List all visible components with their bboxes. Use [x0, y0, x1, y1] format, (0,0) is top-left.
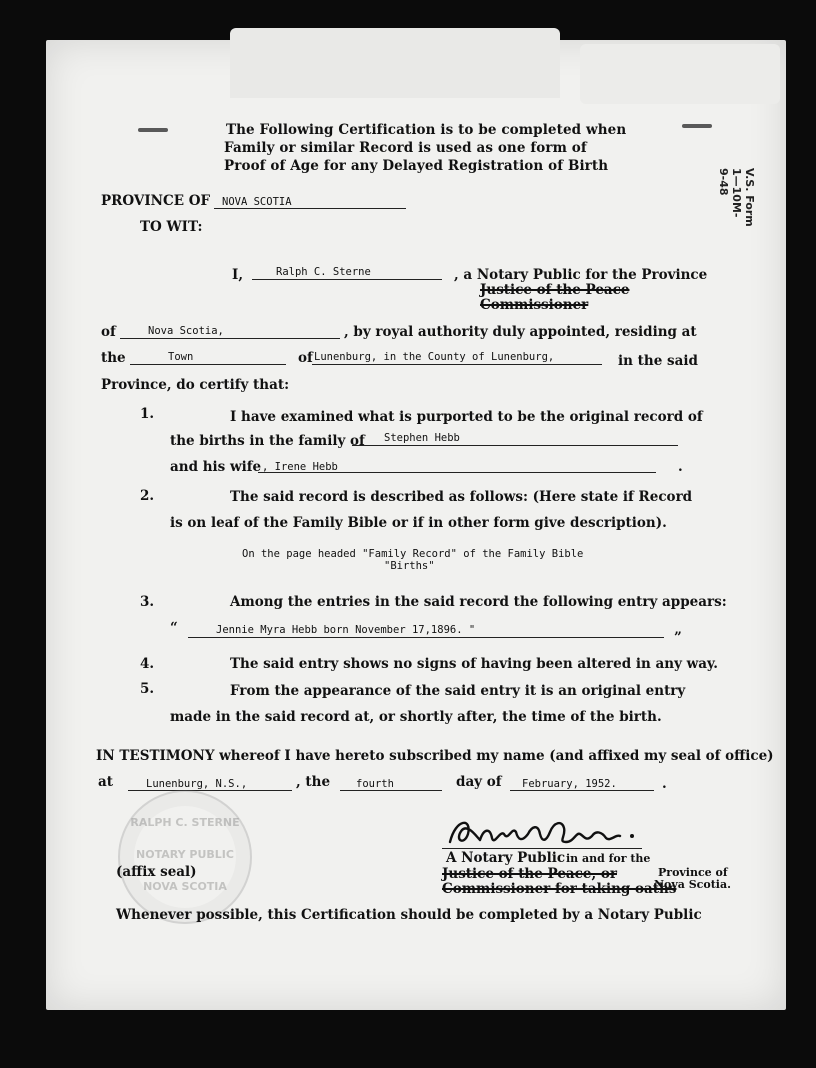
testimony-lead: IN TESTIMONY: [96, 748, 215, 764]
testimony-rest: whereof I have hereto subscribed my name (and affixed my seal of office): [214, 748, 774, 764]
mother-period: .: [678, 459, 683, 475]
entry-close-quote: ”: [674, 630, 682, 646]
declarant-i-label: I,: [232, 267, 244, 283]
of-value: Nova Scotia,: [148, 325, 224, 337]
header-line-1: The Following Certification is to be completed when: [226, 122, 627, 138]
certification-header: [224, 121, 626, 175]
affix-seal-label: (affix seal): [116, 864, 197, 880]
father-underline: [352, 445, 678, 446]
testimony-month-year: February, 1952.: [522, 778, 617, 790]
paper-fold-right: [580, 44, 780, 104]
item-4-number: 4.: [140, 656, 155, 672]
place-value: Lunenburg, in the County of Lunenburg,: [314, 351, 555, 363]
testimony-day-underline: [340, 790, 442, 791]
province-value: NOVA SCOTIA: [222, 196, 292, 208]
form-number-label: V.S. Form 1—10M-9-48: [717, 168, 756, 227]
header-line-3: Proof of Age for any Delayed Registration of Birth: [224, 158, 609, 174]
struck-justice-of-peace: Justice of the Peace: [480, 282, 630, 298]
mother-name: , Irene Hebb: [262, 461, 338, 473]
item-3-number: 3.: [140, 594, 155, 610]
the-label: the: [101, 350, 126, 366]
paper-fold-top: [230, 28, 560, 98]
province-label: PROVINCE OF: [101, 193, 211, 209]
declarant-role: , a Notary Public for the Province: [454, 267, 708, 283]
the-day-label: , the: [296, 774, 331, 790]
notary-seal-embossing: [118, 790, 252, 924]
item-1-text-a: I have examined what is purported to be the original record of: [230, 409, 703, 425]
town-underline: [130, 364, 286, 365]
testimony-month-year-underline: [510, 790, 654, 791]
seal-role: NOTARY PUBLIC: [136, 848, 234, 861]
item-5-text-b: made in the said record at, or shortly after, the time of the birth.: [170, 709, 662, 725]
struck-commissioner-label: Commissioner for taking oaths: [442, 881, 677, 897]
day-of-label: day of: [456, 774, 502, 790]
testimony-place-underline: [128, 790, 292, 791]
struck-justice-label: Justice of the Peace, or: [442, 866, 617, 882]
footer-instruction: Whenever possible, this Certification should be completed by a Notary Public: [116, 907, 702, 923]
record-description-2: "Births": [384, 560, 435, 572]
in-the-said-text: in the said: [618, 353, 698, 369]
header-line-2: Family or similar Record is used as one form of: [224, 140, 587, 156]
seal-name: RALPH C. STERNE: [130, 816, 240, 829]
testimony-place: Lunenburg, N.S.,: [146, 778, 248, 790]
of-label: of: [101, 324, 116, 340]
entry-open-quote: “: [170, 620, 178, 636]
item-3-text: Among the entries in the said record the following entry appears:: [230, 594, 727, 610]
seal-place: NOVA SCOTIA: [143, 880, 227, 893]
item-1-number: 1.: [140, 406, 155, 422]
item-2-text-a: The said record is described as follows: (Here state if Record: [230, 489, 693, 505]
item-2-text-b: is on leaf of the Family Bible or if in other form give description).: [170, 515, 667, 531]
mother-underline: [258, 472, 656, 473]
of-underline: [120, 338, 340, 339]
struck-commissioner: Commissioner: [480, 297, 589, 313]
signature-underline: [442, 848, 642, 849]
nova-scotia-label: Nova Scotia.: [654, 878, 731, 891]
record-description-1: On the page headed "Family Record" of the Family Bible: [242, 548, 584, 560]
item-5-text-a: From the appearance of the said entry it is an original entry: [230, 683, 686, 699]
at-label: at: [98, 774, 113, 790]
to-wit-label: TO WIT:: [140, 219, 203, 235]
notary-public-label: A Notary Public: [446, 850, 566, 866]
item-1-text-b: the births in the family of: [170, 433, 365, 449]
item-5-number: 5.: [140, 681, 155, 697]
item-2-number: 2.: [140, 488, 155, 504]
staple-right: [682, 124, 712, 128]
declarant-name-underline: [252, 279, 442, 280]
testimony-period: .: [662, 776, 667, 792]
province-underline: [214, 208, 406, 209]
royal-authority-text: , by royal authority duly appointed, residing at: [344, 324, 697, 340]
declarant-name: Ralph C. Sterne: [276, 266, 371, 278]
item-1-text-c: and his wife: [170, 459, 262, 475]
certify-text: Province, do certify that:: [101, 377, 290, 393]
birth-entry-underline: [188, 637, 664, 638]
testimony-statement: [96, 748, 774, 764]
place-underline: [312, 364, 602, 365]
item-4-text: The said entry shows no signs of having been altered in any way.: [230, 656, 718, 672]
testimony-day: fourth: [356, 778, 394, 790]
in-and-for-label: in and for the: [566, 852, 651, 865]
province-of-label: Province of: [658, 866, 728, 879]
of2-label: of: [298, 350, 313, 366]
town-value: Town: [168, 351, 194, 363]
birth-entry: Jennie Myra Hebb born November 17,1896. ": [216, 624, 476, 636]
father-name: Stephen Hebb: [384, 432, 460, 444]
staple-left: [138, 128, 168, 132]
